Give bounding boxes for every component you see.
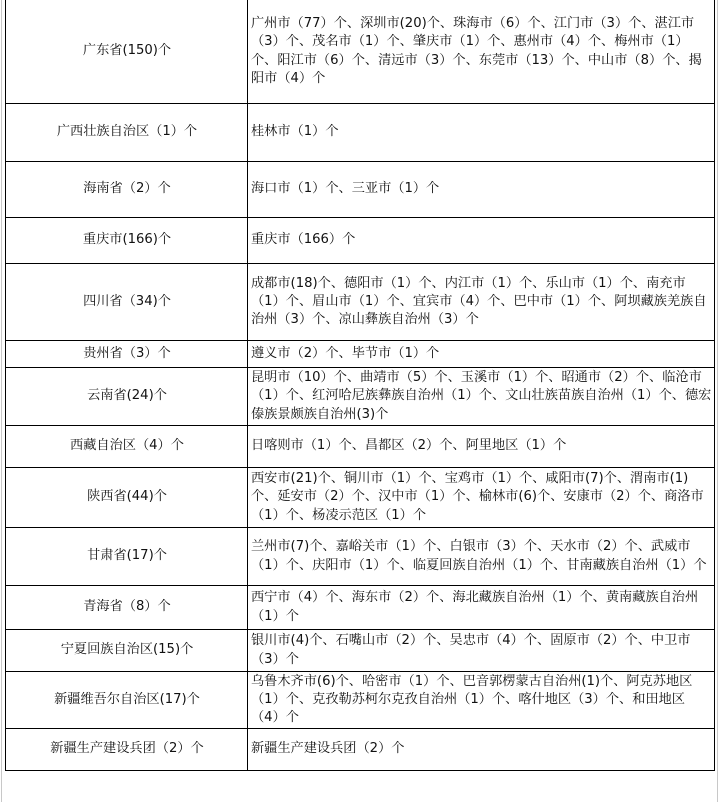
region-cell[interactable]: 宁夏回族自治区(15)个	[6, 630, 248, 672]
cities-cell[interactable]: 日喀则市（1）个、昌都区（2）个、阿里地区（1）个	[248, 426, 715, 468]
table-row	[6, 368, 715, 426]
cities-cell[interactable]: 遵义市（2）个、毕节市（1）个	[248, 341, 715, 368]
cities-cell[interactable]: 成都市(18)个、德阳市（1）个、内江市（1）个、乐山市（1）个、南充市（1）个、眉山市（1）个、宜宾市（4）个、巴中市（1）个、阿坝藏族羌族自治州（3）个、凉山彝族自治州（3）个	[248, 264, 715, 341]
cities-cell[interactable]: 西宁市（4）个、海东市（2）个、海北藏族自治州（1）个、黄南藏族自治州（1）个	[248, 586, 715, 630]
region-cell[interactable]: 陕西省(44)个	[6, 468, 248, 528]
region-cell[interactable]: 重庆市(166)个	[6, 218, 248, 264]
table-row	[6, 104, 715, 162]
cities-cell[interactable]: 海口市（1）个、三亚市（1）个	[248, 162, 715, 218]
cities-cell[interactable]: 银川市(4)个、石嘴山市（2）个、吴忠市（4）个、固原市（2）个、中卫市（3）个	[248, 630, 715, 672]
cities-cell[interactable]: 重庆市（166）个	[248, 218, 715, 264]
table-row	[6, 672, 715, 729]
region-cell[interactable]: 青海省（8）个	[6, 586, 248, 630]
table-row	[6, 729, 715, 771]
cities-cell[interactable]: 昆明市（10）个、曲靖市（5）个、玉溪市（1）个、昭通市（2）个、临沧市（1）个、红河哈尼族彝族自治州（1）个、文山壮族苗族自治州（1）个、德宏傣族景颇族自治州(3)个	[248, 368, 715, 426]
region-cell[interactable]: 新疆维吾尔自治区(17)个	[6, 672, 248, 729]
table-row	[6, 264, 715, 341]
region-cell[interactable]: 云南省(24)个	[6, 368, 248, 426]
table-row	[6, 341, 715, 368]
region-cell[interactable]: 海南省（2）个	[6, 162, 248, 218]
table-row	[6, 218, 715, 264]
region-table	[5, 0, 715, 771]
cities-cell[interactable]: 广州市（77）个、深圳市(20)个、珠海市（6）个、江门市（3）个、湛江市（3）个、茂名市（1）个、肇庆市（1）个、惠州市（4）个、梅州市（1）个、阳江市（6）个、清远市（3）个、东莞市（13）个、中山市（8）个、揭阳市（4）个	[248, 0, 715, 104]
table-row	[6, 630, 715, 672]
table-row	[6, 0, 715, 104]
table-row	[6, 426, 715, 468]
table-row	[6, 586, 715, 630]
cities-cell[interactable]: 新疆生产建设兵团（2）个	[248, 729, 715, 771]
region-cell[interactable]: 新疆生产建设兵团（2）个	[6, 729, 248, 771]
table-row	[6, 528, 715, 586]
cities-cell[interactable]: 乌鲁木齐市(6)个、哈密市（1）个、巴音郭楞蒙古自治州(1)个、阿克苏地区（1）个、克孜勒苏柯尔克孜自治州（1）个、喀什地区（3）个、和田地区（4）个	[248, 672, 715, 729]
region-cell[interactable]: 西藏自治区（4）个	[6, 426, 248, 468]
left-gridline	[1, 0, 2, 802]
cities-cell[interactable]: 西安市(21)个、铜川市（1）个、宝鸡市（1）个、咸阳市(7)个、渭南市(1)个、延安市（2）个、汉中市（1）个、榆林市(6)个、安康市（2）个、商洛市（1）个、杨凌示范区（1）个	[248, 468, 715, 528]
cities-cell[interactable]: 桂林市（1）个	[248, 104, 715, 162]
region-cell[interactable]: 甘肃省(17)个	[6, 528, 248, 586]
table-row	[6, 468, 715, 528]
region-cell[interactable]: 贵州省（3）个	[6, 341, 248, 368]
region-cell[interactable]: 广东省(150)个	[6, 0, 248, 104]
right-gridline	[717, 0, 718, 802]
cities-cell[interactable]: 兰州市(7)个、嘉峪关市（1）个、白银市（3）个、天水市（2）个、武威市（1）个、庆阳市（1）个、临夏回族自治州（1）个、甘南藏族自治州（1）个	[248, 528, 715, 586]
region-cell[interactable]: 四川省（34)个	[6, 264, 248, 341]
table-row	[6, 162, 715, 218]
region-cell[interactable]: 广西壮族自治区（1）个	[6, 104, 248, 162]
